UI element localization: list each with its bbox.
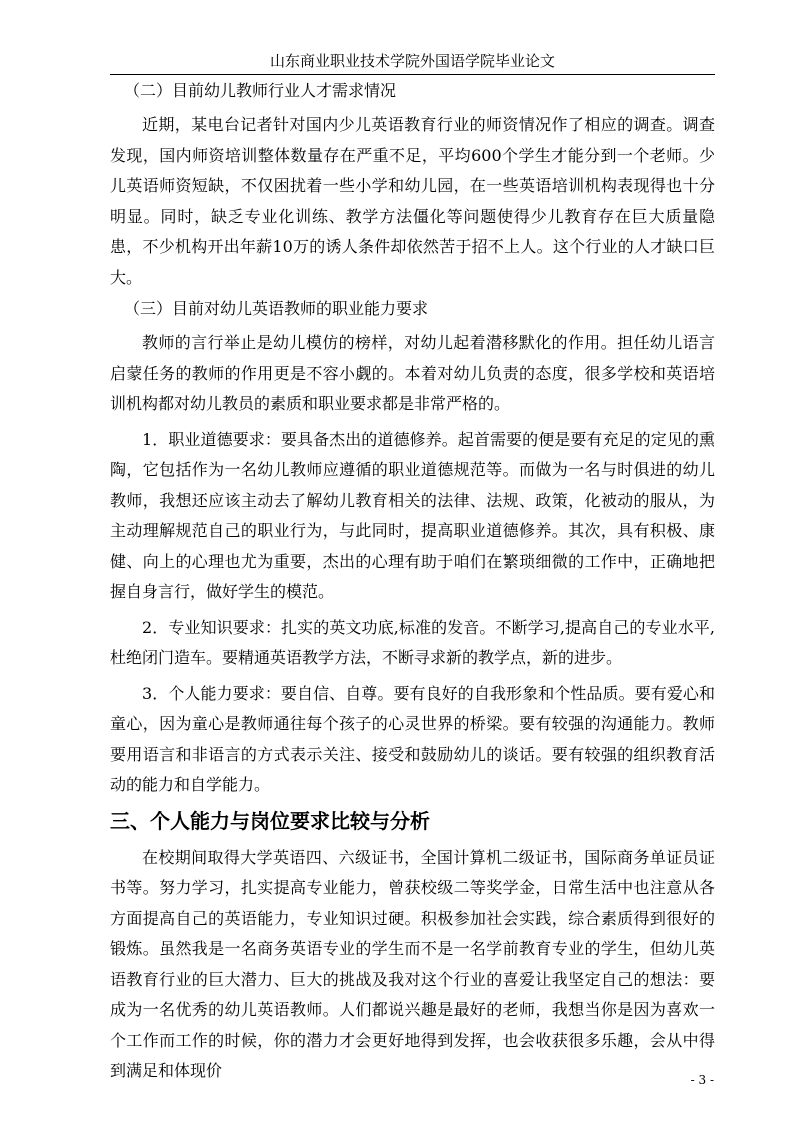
paragraph-ethics-requirement: 1．职业道德要求：要具备杰出的道德修养。起首需要的便是要有充足的定见的熏陶，它包括作为一名幼儿教师应遵循的职业道德规范等。而做为一名与时俱进的幼儿教师，我想还应该主动去了解幼儿教育相关的法律、法规、政策，化被动的服从，为主动理解规范自己的职业行为，与此同时，提高职业道德修养。其次，具有积极、康健、向上的心理也尤为重要，杰出的心理有助于咱们在繁琐细微的工作中，正确地把握自身言行，做好学生的模范。: [110, 429, 715, 601]
paragraph-ability-requirement: 3．个人能力要求：要自信、自尊。要有良好的自我形象和个性品质。要有爱心和童心，因为童心是教师通往每个孩子的心灵世界的桥梁。要有较强的沟通能力。教师要用语言和非语言的方式表示关注、接受和鼓励幼儿的谈话。要有较强的组织教育活动的能力和自学能力。: [110, 683, 715, 794]
section-heading-2: （二）目前幼儿教师行业人才需求情况: [124, 81, 397, 100]
paragraph-teacher-role: 教师的言行举止是幼儿模仿的榜样，对幼儿起着潜移默化的作用。担任幼儿语言启蒙任务的教师的作用更是不容小觑的。本着对幼儿负责的态度，很多学校和英语培训机构都对幼儿教员的素质和职业要求都是非常严格的。: [110, 333, 715, 413]
page-number: - 3 -: [690, 1073, 714, 1087]
section-heading-3: （三）目前对幼儿英语教师的职业能力要求: [124, 299, 429, 318]
paragraph-personal-ability: 在校期间取得大学英语四、六级证书，全国计算机二级证书，国际商务单证员证书等。努力学习，扎实提高专业能力，曾获校级二等奖学金，日常生活中也注意从各方面提高自己的英语能力，专业知识过硬。积极参加社会实践，综合素质得到很好的锻炼。虽然我是一名商务英语专业的学生而不是一名学前教育专业的学生，但幼儿英语教育行业的巨大潜力、巨大的挑战及我对这个行业的喜爱让我坚定自己的想法：要成为一名优秀的幼儿英语教师。人们都说兴趣是最好的老师，我想当你是因为喜欢一个工作而工作的时候，你的潜力才会更好地得到发挥，也会收获很多乐趣，会从中得到满足和体现价: [110, 847, 715, 1080]
paragraph-talent-demand: 近期，某电台记者针对国内少儿英语教育行业的师资情况作了相应的调查。调查发现，国内师资培训整体数量存在严重不足，平均600个学生才能分到一个老师。少儿英语师资短缺，不仅困扰着一些小学和幼儿园，在一些英语培训机构表现得也十分明显。同时，缺乏专业化训练、教学方法僵化等问题使得少儿教育存在巨大质量隐患，不少机构开出年薪10万的诱人条件却依然苦于招不上人。这个行业的人才缺口巨大。: [110, 115, 715, 287]
page-header: 山东商业职业技术学院外国语学院毕业论文: [110, 50, 715, 75]
paragraph-knowledge-requirement: 2．专业知识要求：扎实的英文功底,标准的发音。不断学习,提高自己的专业水平,杜绝闭门造车。要精通英语教学方法，不断寻求新的教学点，新的进步。: [110, 617, 715, 667]
document-body: [110, 80, 715, 1092]
chapter-heading-3: 三、个人能力与岗位要求比较与分析: [110, 808, 430, 833]
